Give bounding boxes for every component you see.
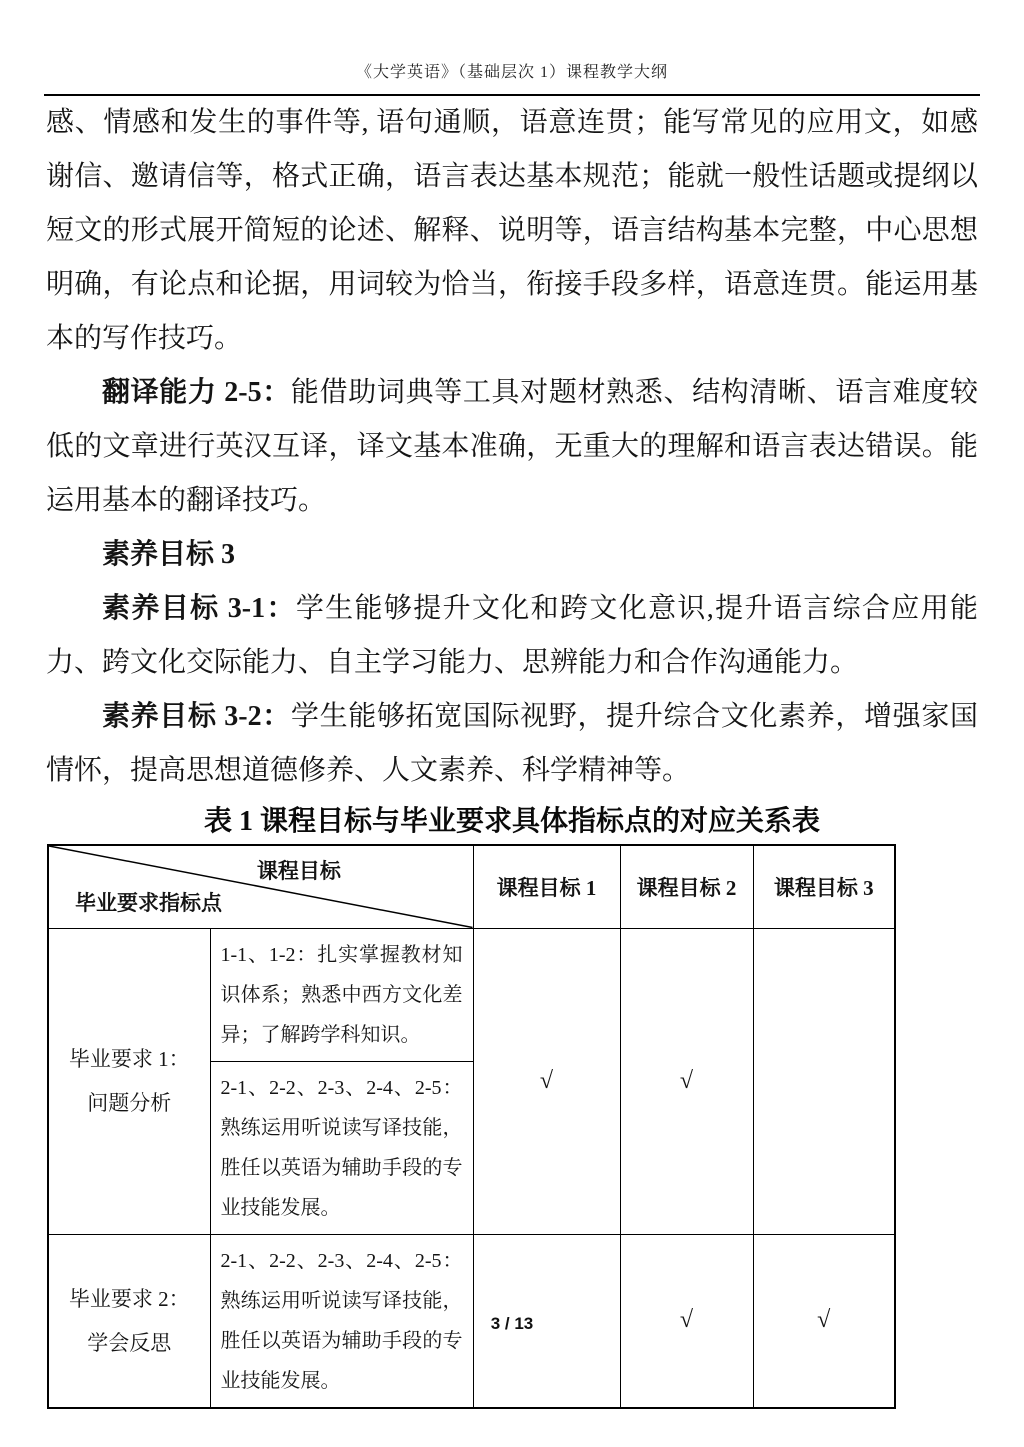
check-cell-goal-2: √ xyxy=(620,1234,753,1408)
paragraph-text: 能借助词典等工具对题材熟悉、结构清晰、语言难度较低的文章进行英汉互译，译文基本准确，无重大的理解和语言表达错误。能运用基本的翻译技巧。 xyxy=(46,377,978,516)
page-number: 3 / 13 xyxy=(490,1314,534,1333)
indicator-cell: 2-1、2-2、2-3、2-4、2-5：熟练运用听说读写译技能，胜任以英语为辅助手段的专业技能发展。 xyxy=(210,1234,473,1408)
check-cell-goal-3: √ xyxy=(753,1234,895,1408)
indicator-cell: 2-1、2-2、2-3、2-4、2-5：熟练运用听说读写译技能，胜任以英语为辅助手段的专业技能发展。 xyxy=(210,1061,473,1234)
column-header-goal-1: 课程目标 1 xyxy=(473,845,620,928)
requirement-subtitle: 问题分析 xyxy=(87,1091,172,1115)
column-header-goal-2: 课程目标 2 xyxy=(620,845,753,928)
paragraph-text: 学生能够提升文化和跨文化意识,提升语言综合应用能力、跨文化交际能力、自主学习能力、思辨能力和合作沟通能力。 xyxy=(46,593,978,678)
check-cell-goal-1: √ xyxy=(473,928,620,1234)
column-header-goal-3: 课程目标 3 xyxy=(753,845,895,928)
paragraph-translation-ability xyxy=(46,366,978,528)
diagonal-header-cell xyxy=(48,845,473,928)
paragraph-literacy-goal-3 xyxy=(46,528,978,582)
diagonal-top-label: 课程目标 xyxy=(256,859,341,883)
document-body xyxy=(46,96,978,842)
running-header xyxy=(0,0,1024,96)
check-cell-goal-3 xyxy=(753,928,895,1234)
requirement-subtitle: 学会反思 xyxy=(87,1330,172,1355)
paragraph-lead: 素养目标 3 xyxy=(102,539,236,570)
requirement-title: 毕业要求 1： xyxy=(68,1047,190,1071)
paragraph-text: 学生能够拓宽国际视野，提升综合文化素养，增强家国情怀，提高思想道德修养、人文素养、科学精神等。 xyxy=(46,701,978,786)
running-header-title: 《大学英语》（基础层次 1）课程教学大纲 xyxy=(355,64,668,81)
paragraph-literacy-goal-3-1 xyxy=(46,582,978,690)
requirement-title: 毕业要求 2： xyxy=(68,1286,190,1311)
table-caption: 表 1 课程目标与毕业要求具体指标点的对应关系表 xyxy=(203,806,820,837)
indicator-cell: 1-1、1-2：扎实掌握教材知识体系；熟悉中西方文化差异；了解跨学科知识。 xyxy=(210,928,473,1061)
check-cell-goal-2: √ xyxy=(620,928,753,1234)
paragraph-lead: 翻译能力 2-5： xyxy=(102,377,291,408)
table-header-row xyxy=(48,845,895,928)
paragraph-lead: 素养目标 3-1： xyxy=(102,593,296,624)
diagonal-bottom-label: 毕业要求指标点 xyxy=(75,890,222,915)
paragraph-writing-continued xyxy=(46,96,978,366)
requirement-1-cell xyxy=(48,928,210,1234)
paragraph-lead: 素养目标 3-2： xyxy=(102,701,291,732)
table-row xyxy=(48,928,895,1061)
paragraph-text: 感、情感和发生的事件等, 语句通顺，语意连贯；能写常见的应用文，如感谢信、邀请信等，格式正确，语言表达基本规范；能就一般性话题或提纲以短文的形式展开简短的论述、解释、说明等，语言结构基本完整，中心思想明确，有论点和论据，用词较为恰当，衔接手段多样，语意连贯。能运用基本的写作技巧。 xyxy=(46,107,978,354)
paragraph-literacy-goal-3-2 xyxy=(46,690,978,798)
